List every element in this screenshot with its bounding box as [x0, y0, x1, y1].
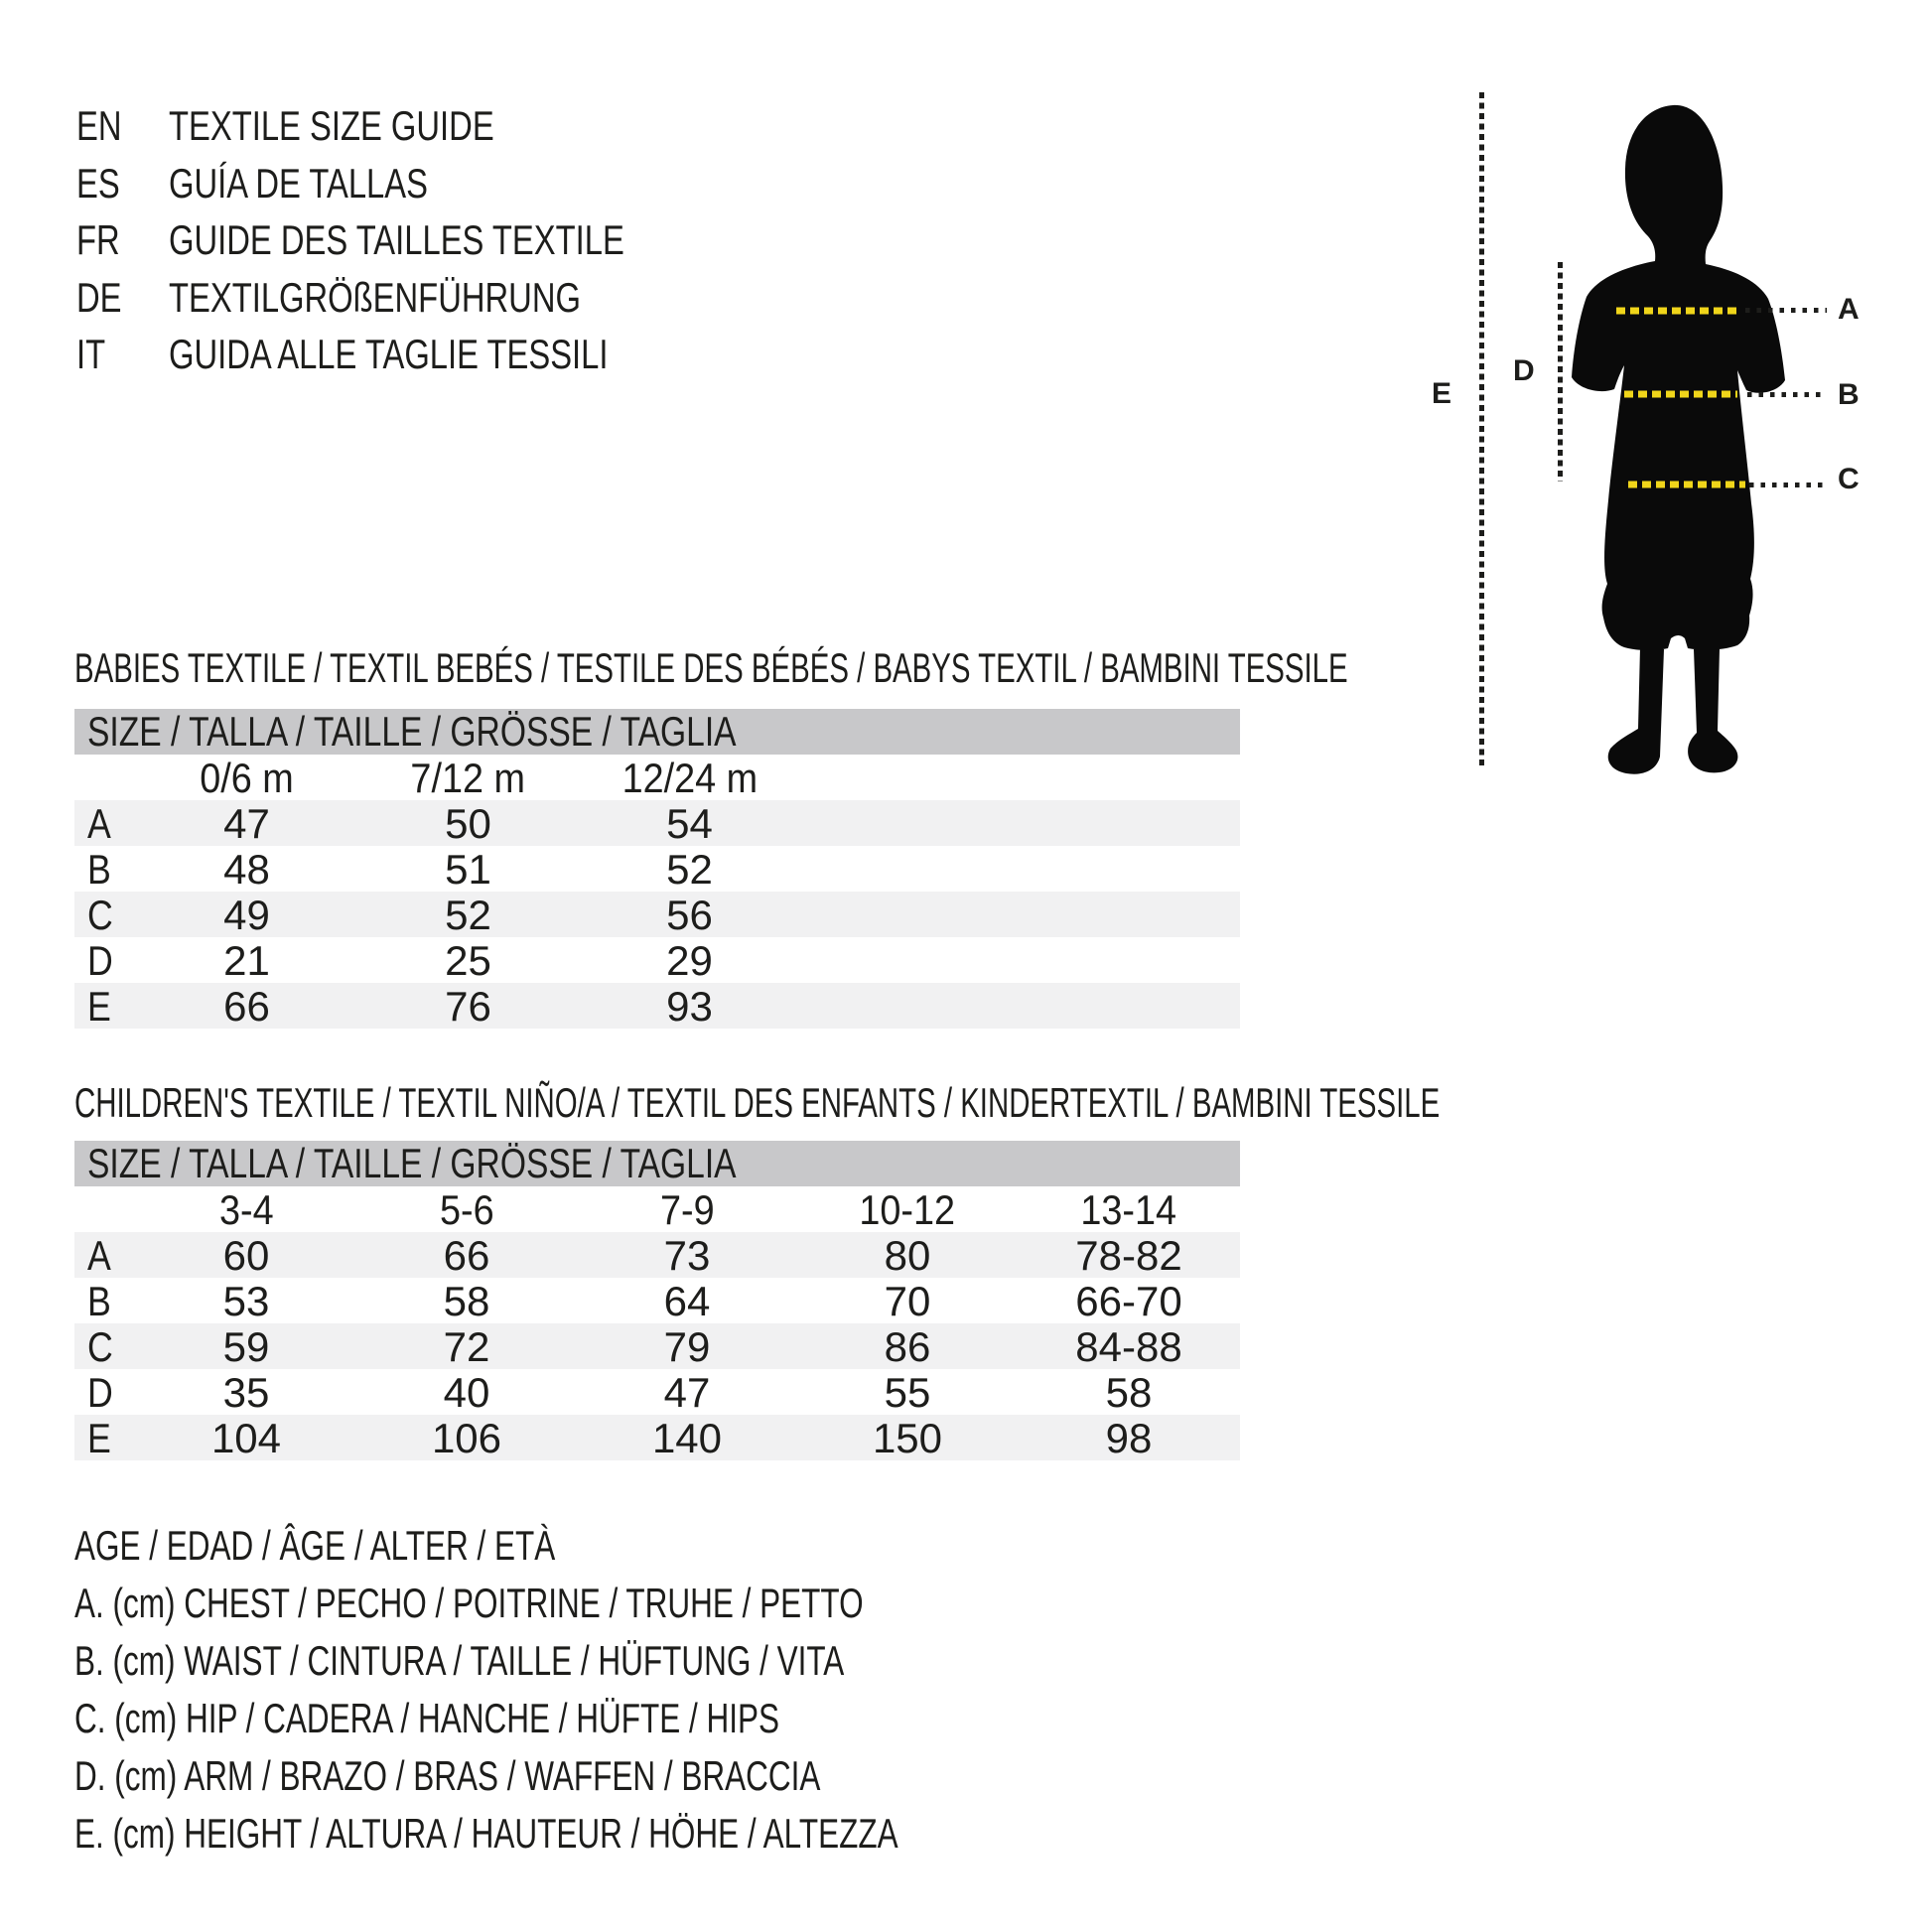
table-value: 64 — [663, 1278, 711, 1324]
guide-title: TEXTILGRÖßENFÜHRUNG — [169, 273, 581, 321]
marker-label-arm: D — [1513, 354, 1535, 387]
language-code: EN — [76, 102, 122, 149]
guide-title: TEXTILE SIZE GUIDE — [169, 102, 494, 149]
table-value: 47 — [223, 800, 270, 847]
arm-measure-dashed-line — [1558, 262, 1563, 482]
babies-size-table — [74, 709, 1240, 1029]
row-label: A — [87, 1232, 111, 1279]
marker-label-hip: C — [1838, 463, 1860, 495]
language-row — [76, 269, 753, 327]
guide-title: GUIDE DES TAILLES TEXTILE — [169, 216, 624, 263]
language-row — [76, 211, 753, 269]
row-label: D — [87, 1369, 113, 1416]
table-value: 104 — [210, 1415, 282, 1461]
table-row — [74, 800, 1240, 846]
table-row — [74, 1232, 1240, 1278]
table-value: 73 — [663, 1232, 711, 1279]
table-row — [74, 892, 1240, 937]
children-size-table — [74, 1141, 1240, 1460]
column-header: 13-14 — [1080, 1186, 1177, 1233]
row-label: A — [87, 800, 111, 847]
column-header-row — [74, 755, 1240, 800]
table-value: 51 — [445, 846, 491, 893]
language-code: FR — [76, 216, 120, 263]
row-label: C — [87, 892, 113, 938]
size-header-bar: SIZE / TALLA / TAILLE / GRÖSSE / TAGLIA — [74, 1141, 1240, 1186]
table-value: 56 — [666, 892, 713, 938]
table-value: 48 — [223, 846, 270, 893]
guide-title: GUIDA ALLE TAGLIE TESSILI — [169, 331, 609, 377]
table-value: 72 — [443, 1323, 490, 1370]
column-header: 0/6 m — [200, 755, 294, 801]
row-label: B — [87, 1278, 111, 1324]
table-row — [74, 937, 1240, 983]
table-value: 54 — [666, 800, 713, 847]
table-value: 29 — [666, 937, 713, 984]
children-section-heading: CHILDREN'S TEXTILE / TEXTIL NIÑO/A / TEXTIL DES ENFANTS / KINDERTEXTIL / BAMBINI TESSILE — [74, 1079, 1441, 1126]
table-value: 47 — [663, 1369, 711, 1416]
table-value: 93 — [666, 983, 713, 1030]
table-value: 80 — [884, 1232, 931, 1279]
language-row — [76, 155, 753, 212]
legend-line: C. (cm) HIP / CADERA / HANCHE / HÜFTE / HIPS — [74, 1695, 780, 1741]
legend-line: D. (cm) ARM / BRAZO / BRAS / WAFFEN / BRACCIA — [74, 1752, 821, 1799]
language-row — [76, 326, 753, 383]
column-header-row — [74, 1186, 1240, 1232]
chest-dotted-line — [1745, 308, 1827, 313]
language-title-block — [76, 97, 753, 383]
table-value: 49 — [223, 892, 270, 938]
table-row — [74, 1415, 1240, 1460]
column-header: 5-6 — [439, 1186, 494, 1233]
table-value: 79 — [663, 1323, 711, 1370]
guide-title: GUÍA DE TALLAS — [169, 159, 428, 207]
table-value: 150 — [872, 1415, 943, 1461]
table-row — [74, 846, 1240, 892]
table-value: 140 — [651, 1415, 723, 1461]
table-value: 52 — [445, 892, 491, 938]
table-value: 98 — [1105, 1415, 1153, 1461]
table-value: 52 — [666, 846, 713, 893]
table-value: 70 — [884, 1278, 931, 1324]
language-row — [76, 97, 753, 155]
row-label: E — [87, 1415, 111, 1461]
waist-dotted-line — [1747, 392, 1825, 397]
marker-label-waist: B — [1838, 378, 1860, 411]
table-row — [74, 1323, 1240, 1369]
table-value: 35 — [222, 1369, 270, 1416]
table-value: 66 — [223, 983, 270, 1030]
column-header: 12/24 m — [621, 755, 758, 801]
table-value: 66-70 — [1075, 1278, 1182, 1324]
table-row — [74, 983, 1240, 1029]
table-value: 58 — [1105, 1369, 1153, 1416]
table-value: 86 — [884, 1323, 931, 1370]
marker-label-height: E — [1432, 377, 1452, 410]
legend-line: E. (cm) HEIGHT / ALTURA / HAUTEUR / HÖHE / ALTEZZA — [74, 1810, 898, 1857]
table-value: 25 — [445, 937, 491, 984]
table-value: 106 — [431, 1415, 502, 1461]
column-header: 7/12 m — [410, 755, 526, 801]
table-value: 53 — [222, 1278, 270, 1324]
table-value: 50 — [445, 800, 491, 847]
table-value: 76 — [445, 983, 491, 1030]
table-row — [74, 1278, 1240, 1323]
table-value: 58 — [443, 1278, 490, 1324]
row-label: C — [87, 1323, 113, 1370]
marker-label-chest: A — [1838, 293, 1860, 326]
legend-line: B. (cm) WAIST / CINTURA / TAILLE / HÜFTUNG / VITA — [74, 1637, 845, 1684]
table-value: 55 — [884, 1369, 931, 1416]
measurement-legend — [74, 1517, 1173, 1863]
table-value: 60 — [222, 1232, 270, 1279]
legend-line: A. (cm) CHEST / PECHO / POITRINE / TRUHE / PETTO — [74, 1580, 864, 1626]
table-value: 59 — [222, 1323, 270, 1370]
legend-line: AGE / EDAD / ÂGE / ALTER / ETÀ — [74, 1522, 556, 1569]
table-value: 21 — [223, 937, 270, 984]
language-code: IT — [76, 331, 106, 377]
table-value: 78-82 — [1075, 1232, 1182, 1279]
row-label: D — [87, 937, 113, 984]
table-row — [74, 1369, 1240, 1415]
babies-section-heading: BABIES TEXTILE / TEXTIL BEBÉS / TESTILE DES BÉBÉS / BABYS TEXTIL / BAMBINI TESSILE — [74, 644, 1348, 691]
language-code: ES — [76, 159, 120, 207]
row-label: E — [87, 983, 111, 1030]
row-label: B — [87, 846, 111, 893]
column-header: 10-12 — [859, 1186, 956, 1233]
column-header: 7-9 — [659, 1186, 715, 1233]
table-value: 84-88 — [1075, 1323, 1182, 1370]
column-header: 3-4 — [218, 1186, 274, 1233]
table-value: 66 — [443, 1232, 490, 1279]
language-code: DE — [76, 273, 122, 321]
hip-dotted-line — [1749, 483, 1827, 487]
table-value: 40 — [443, 1369, 490, 1416]
size-header-bar: SIZE / TALLA / TAILLE / GRÖSSE / TAGLIA — [74, 709, 1240, 755]
